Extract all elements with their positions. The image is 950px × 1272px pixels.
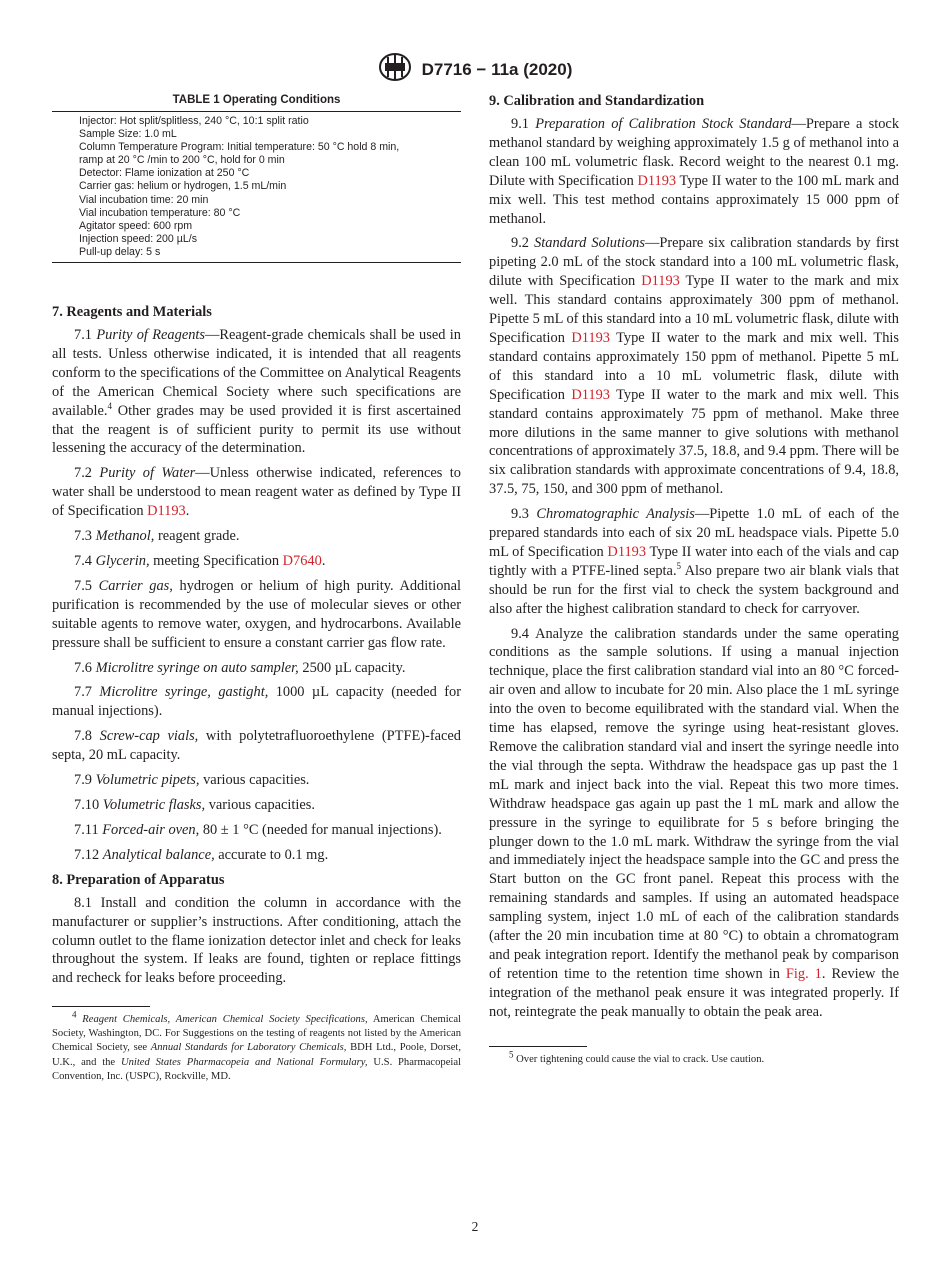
table1-line: Injector: Hot split/splitless, 240 °C, 10:1 split ratio [79,115,309,127]
link-d1193[interactable]: D1193 [637,172,677,189]
para-7-2: 7.2 Purity of Water—Unless otherwise indicated, references to water shall be understood to mean reagent water as defined by Type II of Specification D1193. [52,465,462,520]
table1-line: Agitator speed: 600 rpm [79,219,193,232]
table1-line: Column Temperature Program: Initial temperature: 50 °C hold 8 min, [79,141,400,154]
para-9-1: 9.1 Preparation of Calibration Stock Standard—Prepare a stock methanol standard by weighing approximately 1.5 g of methanol into a clean 100 mL volumetric flask. Record weight to the nearest 0.1 mg. Dilute with Specification D1193 Type II water to the 100 mL mark and mix well. This test method contains approximately 15 000 ppm of methanol. [489,116,900,227]
table1-line: Vial incubation time: 20 min [79,193,209,206]
footnote-ref-5[interactable]: 5 [676,561,682,572]
para-7-12: 7.12 Analytical balance, accurate to 0.1 mg. [74,846,329,863]
link-d7640[interactable]: D7640 [282,553,322,569]
table1-line: ramp at 20 °C /min to 200 °C, hold for 0 min [79,154,285,167]
link-fig-1[interactable]: Fig. 1 [785,965,822,982]
section-8-heading: 8. Preparation of Apparatus [52,871,225,888]
para-8-1: 8.1 Install and condition the column in accordance with the manufacturer or supplier’s instructions. After conditioning, attach the column outlet to the flame ionization detector inlet and check for leaks throughout the system. If leaks are found, tighten or replace fittings and recheck for leaks before proceeding. [52,894,461,987]
section-7-heading: 7. Reagents and Materials [52,304,212,321]
table1-line: Vial incubation temperature: 80 °C [79,206,241,219]
link-d1193[interactable]: D1193 [571,386,610,403]
astm-logo-icon [378,52,412,87]
para-7-5: 7.5 Carrier gas, hydrogen or helium of high purity. Additional purification is recommended by the use of molecular sieves or other suitable agents to remove water, oxygen, and hydrocarbons. Available pressure shall be sufficient to ensure a constant carrier gas flow rate. [52,577,462,651]
table1-line: Sample Size: 1.0 mL [79,128,177,141]
table1-line: Carrier gas: helium or hydrogen, 1.5 mL/min [79,180,287,193]
right-column [489,92,899,1067]
link-d1193[interactable]: D1193 [571,329,610,346]
para-7-10: 7.10 Volumetric flasks, various capacities. [74,796,315,813]
page-header [0,52,950,87]
link-d1193[interactable]: D1193 [607,543,647,560]
table1-line: Detector: Flame ionization at 250 °C [79,167,250,180]
para-7-11: 7.11 Forced-air oven, 80 ± 1 °C (needed for manual injections). [74,821,442,838]
page-number: 2 [471,1219,479,1234]
footnote-4: $^4$ Reagent Chemicals, American Chemical Society Specifications, American Chemical Society, Washington, DC. For Suggestions on the testing of reagents not listed by the American Chemical Society, see Annual Standards for Laboratory Chemicals, BDH Ltd., Poole, Dorset, U.K., and the United States Pharmacopeia and National Formulary, U.S. Pharmacopeial Convention, Inc. (USPC), Rockville, MD. [52,1009,462,1082]
footnote-5: $^5$ Over tightening could cause the vial to crack. Use caution. [509,1049,765,1065]
para-9-4: 9.4 Analyze the calibration standards under the same operating conditions as the sample solutions. If using a manual injection technique, place the first calibration standard vial into an 80 °C forced-air oven and allow to incubate for 20 min. Also place the 1 mL syringe into the oven to become equilibrated with the standard vial. When the time has elapsed, remove the syringe using heat-resistant gloves. Remove the calibration standard vial and insert the syringe needle into the vial through the septa. Withdraw the headspace gas up past the 1 mL mark and inject back into the vial. Repeat this two more times. Withdraw headspace gas again up past the 1 mL mark and allow the pressure in the syringe to equilibrate for 5 s before bringing the plunger down to the 1.0 mL mark. Withdraw the syringe from the vial and immediately inject the headspace sample into the GC and press the Start button on the GC front panel. Repeat this process with the remaining standards and samples. If using an automated headspace sampling system, inject 1.0 mL of each of the calibration standards (after the 20 min incubation time at 80 °C) to obtain a chromatogram and peak integration report. Identify the methanol peak by comparison of retention time to the retention time shown in Fig. 1. Review the integration of the methanol peak ensure it was integrated properly. If not, reintegrate the peak manually to obtain the peak area. [489,625,899,1020]
para-7-3: 7.3 Methanol, reagent grade. [74,528,240,545]
table1-body [52,111,461,263]
table1-title: TABLE 1 Operating Conditions [172,94,341,106]
link-d1193[interactable]: D1193 [641,273,680,290]
left-column [52,92,461,1084]
document-designation: D7716 − 11a (2020) [421,59,573,79]
footnote-ref-4[interactable]: 4 [107,400,113,411]
para-7-7: 7.7 Microlitre syringe, gastight, 1000 µL capacity (needed for manual injections). [52,684,462,720]
table1-line: Injection speed: 200 µL/s [79,232,198,245]
para-9-3: 9.3 Chromatographic Analysis—Pipette 1.0 mL of each of the prepared standards into each of six 20 mL headspace vials. Pipette 5.0 mL of Specification D1193 Type II water into each of the vials and cap tightly with a PTFE-lined septa.$^5$ Also prepare two air blank vials that should be run for the first vial to check the system background and also after the highest calibration standard to check for carryover. [489,506,900,617]
link-d1193[interactable]: D1193 [147,503,186,520]
para-7-1: 7.1 Purity of Reagents—Reagent-grade chemicals shall be used in all tests. Unless otherwise indicated, it is intended that all reagents conform to the specifications of the Committee on Analytical Reagents of the American Chemical Society where such specifications are available.$^4$ Other grades may be used provided it is first ascertained that the reagent is of sufficient purity to permit its use without lessening the accuracy of the determination. [52,327,461,457]
table1-line: Pull-up delay: 5 s [79,245,161,258]
para-9-2: 9.2 Standard Solutions—Prepare six calibration standards by first pipeting 2.0 mL of the stock standard into a 100 mL volumetric flask, dilute with Specification D1193 Type II water to the mark and mix well. This standard contains approximately 300 ppm of methanol. Pipette 5 mL of this standard into a 10 mL volumetric flask, dilute with Specification D1193 Type II water to the mark and mix well. This standard contains approximately 150 ppm of methanol. Pipette 5 mL of this standard into a 10 mL volumetric flask, dilute with Specification D1193 Type II water to the mark and mix well. This standard contains approximately 75 ppm of methanol. Make three more dilutions in the same manner to give solutions with methanol concentrations of approximately 37.5, 18.8, and 9.4 ppm. There will be six calibration standards with approximate concentrations of 9.4, 18.8, 37.5, 75, 150, and 300 ppm of methanol. [489,235,900,498]
para-7-6: 7.6 Microlitre syringe on auto sampler, 2500 µL capacity. [74,659,406,676]
para-7-4: 7.4 Glycerin, meeting Specification D7640. [74,553,326,569]
para-7-9: 7.9 Volumetric pipets, various capacities. [74,772,310,789]
section-9-heading: 9. Calibration and Standardization [489,93,705,109]
para-7-8: 7.8 Screw-cap vials, with polytetrafluoroethylene (PTFE)-faced septa, 20 mL capacity. [52,728,461,764]
